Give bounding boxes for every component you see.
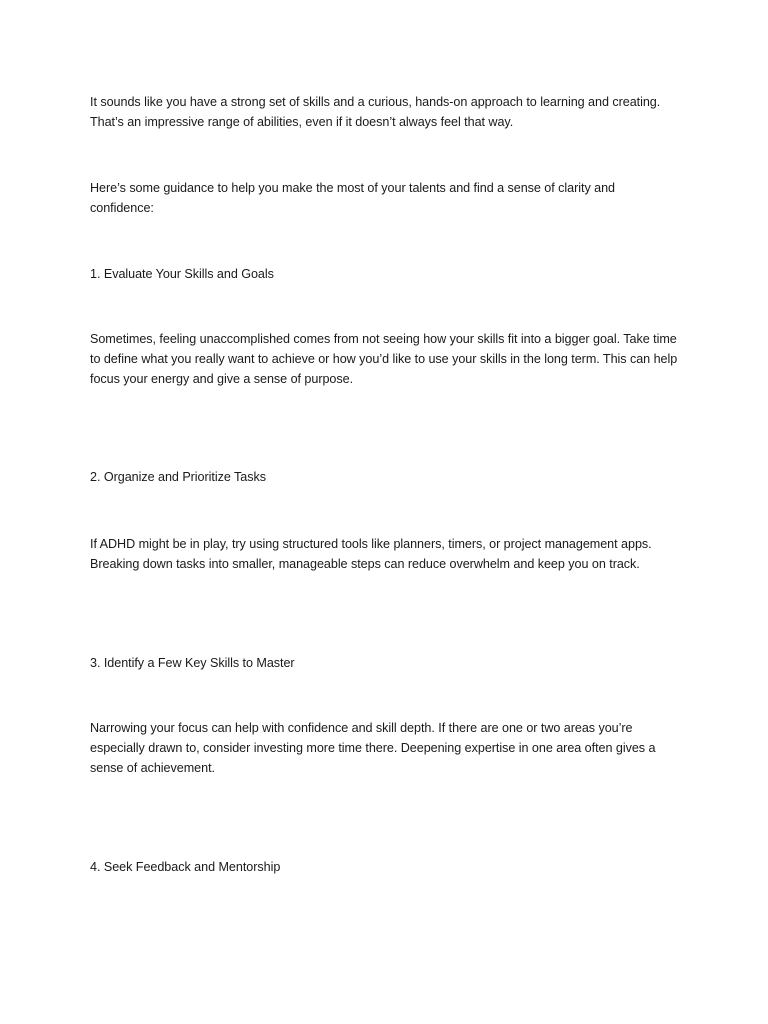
section-2-heading: 2. Organize and Prioritize Tasks: [90, 470, 266, 484]
section-2-body: If ADHD might be in play, try using structured tools like planners, timers, or project management apps. Breaking down tasks into smaller, manageable steps can reduce overwhelm and keep you on track.: [90, 537, 652, 571]
section-3-heading: 3. Identify a Few Key Skills to Master: [90, 656, 295, 670]
intro-paragraph: It sounds like you have a strong set of skills and a curious, hands-on approach to learning and creating. That’s an impressive range of abilities, even if it doesn’t always feel that way.: [90, 95, 661, 129]
guidance-paragraph: Here’s some guidance to help you make the most of your talents and find a sense of clarity and confidence:: [90, 181, 616, 215]
section-4-heading: 4. Seek Feedback and Mentorship: [90, 860, 281, 874]
section-1-body: Sometimes, feeling unaccomplished comes from not seeing how your skills fit into a bigger goal. Take time to define what you really want to achieve or how you’d like to use your skills in the long term. This can help focus your energy and give a sense of purpose.: [90, 332, 678, 386]
section-1-heading: 1. Evaluate Your Skills and Goals: [90, 267, 274, 281]
section-3-body: Narrowing your focus can help with confidence and skill depth. If there are one or two areas you’re especially drawn to, consider investing more time there. Deepening expertise in one area often gives a sense of achievement.: [90, 721, 656, 775]
